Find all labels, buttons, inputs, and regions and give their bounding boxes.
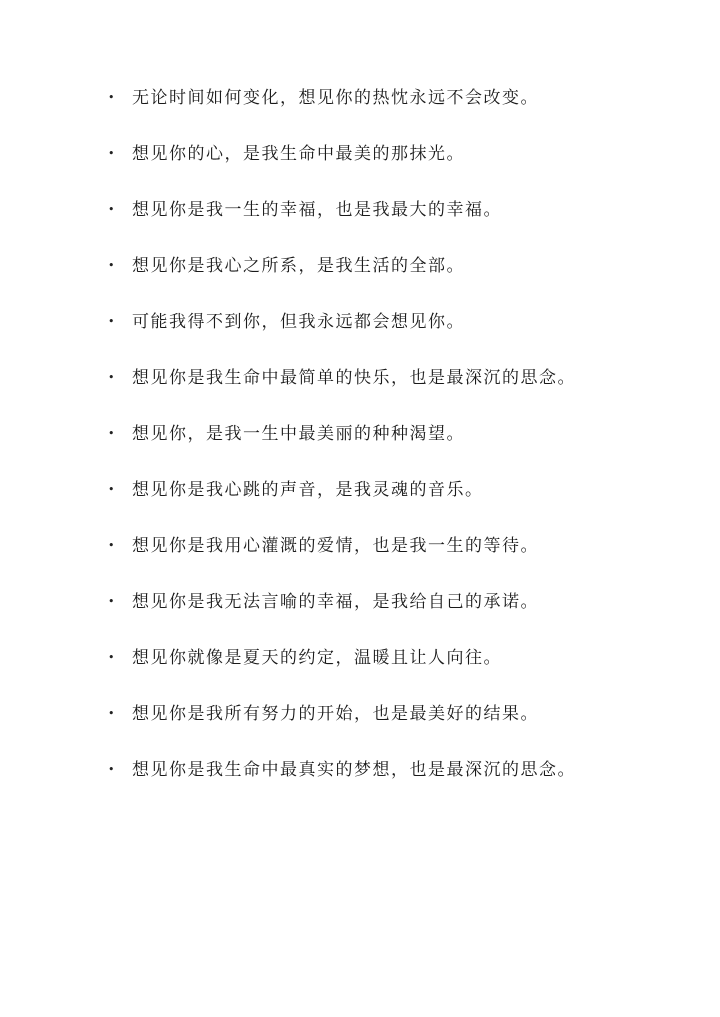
list-item-text: 想见你是我一生的幸福，也是我最大的幸福。 bbox=[132, 200, 502, 220]
bullet-icon: • bbox=[108, 427, 116, 440]
bullet-icon: • bbox=[108, 371, 116, 384]
bullet-icon: • bbox=[108, 539, 116, 552]
list-item bbox=[108, 254, 688, 310]
list-item-text: 想见你是我生命中最真实的梦想，也是最深沉的思念。 bbox=[132, 760, 576, 780]
list-item-text: 想见你是我生命中最简单的快乐，也是最深沉的思念。 bbox=[132, 368, 576, 388]
list-item-text: 想见你是我心跳的声音，是我灵魂的音乐。 bbox=[132, 480, 484, 500]
bullet-list bbox=[108, 86, 688, 814]
bullet-icon: • bbox=[108, 483, 116, 496]
list-item bbox=[108, 198, 688, 254]
list-item-text: 可能我得不到你，但我永远都会想见你。 bbox=[132, 312, 465, 332]
list-item-text: 无论时间如何变化，想见你的热忱永远不会改变。 bbox=[132, 88, 539, 108]
bullet-icon: • bbox=[108, 91, 116, 104]
list-item bbox=[108, 422, 688, 478]
list-item bbox=[108, 310, 688, 366]
list-item bbox=[108, 366, 688, 422]
list-item bbox=[108, 478, 688, 534]
list-item-text: 想见你是我心之所系，是我生活的全部。 bbox=[132, 256, 465, 276]
list-item-text: 想见你是我无法言喻的幸福，是我给自己的承诺。 bbox=[132, 592, 539, 612]
list-item bbox=[108, 142, 688, 198]
list-item bbox=[108, 86, 688, 142]
list-item bbox=[108, 646, 688, 702]
list-item-text: 想见你，是我一生中最美丽的种种渴望。 bbox=[132, 424, 465, 444]
bullet-icon: • bbox=[108, 147, 116, 160]
bullet-icon: • bbox=[108, 595, 116, 608]
bullet-icon: • bbox=[108, 707, 116, 720]
bullet-icon: • bbox=[108, 763, 116, 776]
bullet-icon: • bbox=[108, 203, 116, 216]
list-item bbox=[108, 590, 688, 646]
list-item bbox=[108, 702, 688, 758]
bullet-icon: • bbox=[108, 315, 116, 328]
list-item-text: 想见你就像是夏天的约定，温暖且让人向往。 bbox=[132, 648, 502, 668]
list-item-text: 想见你的心，是我生命中最美的那抹光。 bbox=[132, 144, 465, 164]
bullet-icon: • bbox=[108, 259, 116, 272]
list-item bbox=[108, 534, 688, 590]
bullet-icon: • bbox=[108, 651, 116, 664]
list-item-text: 想见你是我所有努力的开始，也是最美好的结果。 bbox=[132, 704, 539, 724]
list-item bbox=[108, 758, 688, 814]
list-item-text: 想见你是我用心灌溉的爱情，也是我一生的等待。 bbox=[132, 536, 539, 556]
